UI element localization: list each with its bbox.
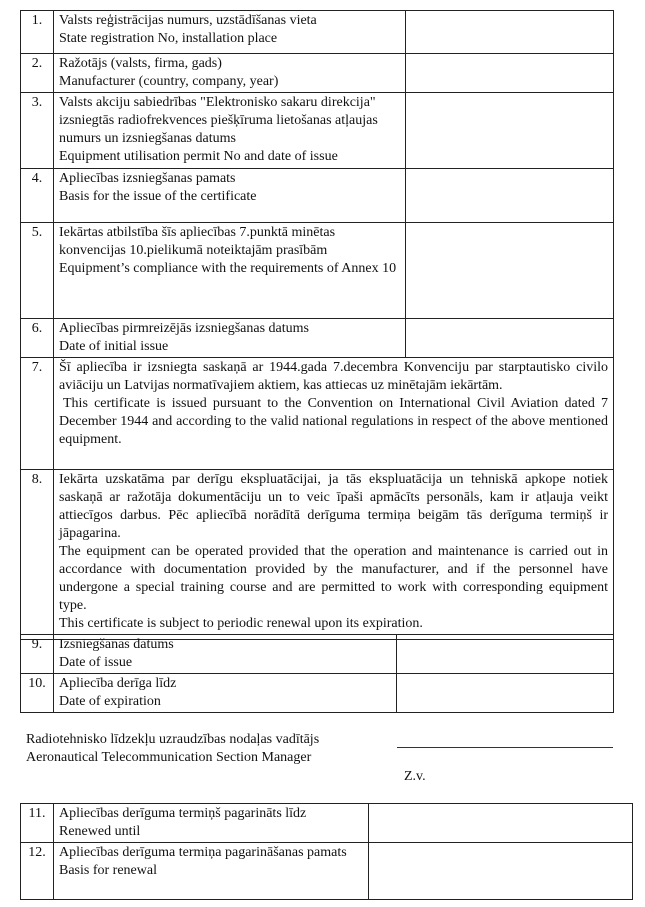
- row-number: 4.: [21, 169, 54, 223]
- conditions-lv: Iekārta uzskatāma par derīgu ekspluatācijai, ja tās ekspluatācija un tehniskā apkope notiek saskaņā ar ražotāja dokumentāciju un to veic īpaši apmācīts personāls, kam ir atļauja veikt attiecīgos darbus. Pēc apliecībā norādītā derīguma termiņa beigām tās derīguma termiņš ir jāpagarina.: [59, 472, 608, 541]
- row-label: [54, 804, 369, 843]
- value-field[interactable]: [406, 93, 614, 169]
- row-number: 2.: [21, 54, 54, 93]
- row-label: [54, 223, 406, 319]
- signatory-en: Aeronautical Telecommunication Section Manager: [26, 750, 312, 765]
- label-en: Equipment’s compliance with the requirements of Annex 10: [59, 261, 397, 276]
- row-number: 12.: [21, 843, 54, 900]
- label-lv: Apliecības izsniegšanas pamats: [59, 171, 236, 186]
- label-lv: Valsts akciju sabiedrības "Elektronisko sakaru direkcija" izsniegtās radiofrekvences piešķīruma lietošanas atļaujas numurs un izsniegšanas datums: [59, 95, 378, 146]
- label-en: Date of initial issue: [59, 339, 169, 354]
- row-label: [54, 54, 406, 93]
- row-label: [54, 635, 397, 674]
- value-field[interactable]: [397, 635, 614, 674]
- row-label: [54, 674, 397, 713]
- row-label: [54, 169, 406, 223]
- label-en: Basis for renewal: [59, 863, 157, 878]
- row-number: 11.: [21, 804, 54, 843]
- validity-conditions: [54, 470, 614, 640]
- label-en: Renewed until: [59, 824, 141, 839]
- label-en: Manufacturer (country, company, year): [59, 74, 279, 89]
- row-number: 3.: [21, 93, 54, 169]
- table-row: [21, 635, 614, 674]
- value-field[interactable]: [406, 169, 614, 223]
- label-en: State registration No, installation place: [59, 31, 278, 46]
- value-field[interactable]: [369, 843, 633, 900]
- label-en: Equipment utilisation permit No and date of issue: [59, 149, 338, 164]
- row-number: 6.: [21, 319, 54, 358]
- label-lv: Apliecības pirmreizējās izsniegšanas datums: [59, 321, 309, 336]
- row-number: 9.: [21, 635, 54, 674]
- dates-table: [20, 634, 614, 713]
- renewal-note: This certificate is subject to periodic renewal upon its expiration.: [59, 616, 423, 631]
- row-number: 10.: [21, 674, 54, 713]
- label-lv: Valsts reģistrācijas numurs, uzstādīšanas vieta: [59, 13, 317, 28]
- row-number: 7.: [21, 358, 54, 470]
- table-row: [21, 674, 614, 713]
- row-number: 5.: [21, 223, 54, 319]
- value-field[interactable]: [406, 223, 614, 319]
- convention-statement: [54, 358, 614, 470]
- label-en: Date of expiration: [59, 694, 161, 709]
- table-row: [21, 470, 614, 640]
- row-number: 8.: [21, 470, 54, 640]
- value-field[interactable]: [406, 54, 614, 93]
- label-lv: Ražotājs (valsts, firma, gads): [59, 56, 222, 71]
- table-row: [21, 93, 614, 169]
- value-field[interactable]: [369, 804, 633, 843]
- signature-line[interactable]: [397, 747, 613, 748]
- statement-lv: Šī apliecība ir izsniegta saskaņā ar 1944.gada 7.decembra Konvenciju par starptautisko civilo aviāciju un Latvijas normatīvajiem aktiem, kas attiecas uz minētajām iekārtām.: [59, 360, 608, 393]
- table-row: [21, 223, 614, 319]
- label-en: Date of issue: [59, 655, 133, 670]
- signatory-lv: Radiotehnisko līdzekļu uzraudzības nodaļas vadītājs: [26, 732, 320, 747]
- table-row: [21, 358, 614, 470]
- value-field[interactable]: [406, 11, 614, 54]
- label-lv: Iekārtas atbilstība šīs apliecības 7.punktā minētas konvencijas 10.pielikumā noteiktajām prasībām: [59, 225, 336, 258]
- table-row: [21, 804, 633, 843]
- table-row: [21, 319, 614, 358]
- renewal-table: [20, 803, 633, 900]
- label-lv: Apliecības derīguma termiņa pagarināšanas pamats: [59, 845, 347, 860]
- row-label: [54, 319, 406, 358]
- signatory-title: [26, 731, 319, 767]
- statement-en: This certificate is issued pursuant to the Convention on International Civil Aviation dated 7 December 1944 and according to the valid national regulations in respect of the above mentioned equipment.: [59, 396, 608, 447]
- certificate-table: [20, 10, 614, 640]
- row-number: 1.: [21, 11, 54, 54]
- label-lv: Izsniegšanas datums: [59, 637, 174, 652]
- row-label: [54, 843, 369, 900]
- row-label: [54, 11, 406, 54]
- table-row: [21, 843, 633, 900]
- stamp-label: Z.v.: [404, 769, 426, 784]
- value-field[interactable]: [397, 674, 614, 713]
- conditions-en: The equipment can be operated provided that the operation and maintenance is carried out in accordance with documentation provided by the manufacturer, and if the personnel have undergone a special training course and are permitted to work with corresponding equipment type.: [59, 544, 608, 613]
- row-label: [54, 93, 406, 169]
- table-row: [21, 169, 614, 223]
- table-row: [21, 11, 614, 54]
- label-en: Basis for the issue of the certificate: [59, 189, 257, 204]
- label-lv: Apliecība derīga līdz: [59, 676, 177, 691]
- table-row: [21, 54, 614, 93]
- value-field[interactable]: [406, 319, 614, 358]
- label-lv: Apliecības derīguma termiņš pagarināts līdz: [59, 806, 307, 821]
